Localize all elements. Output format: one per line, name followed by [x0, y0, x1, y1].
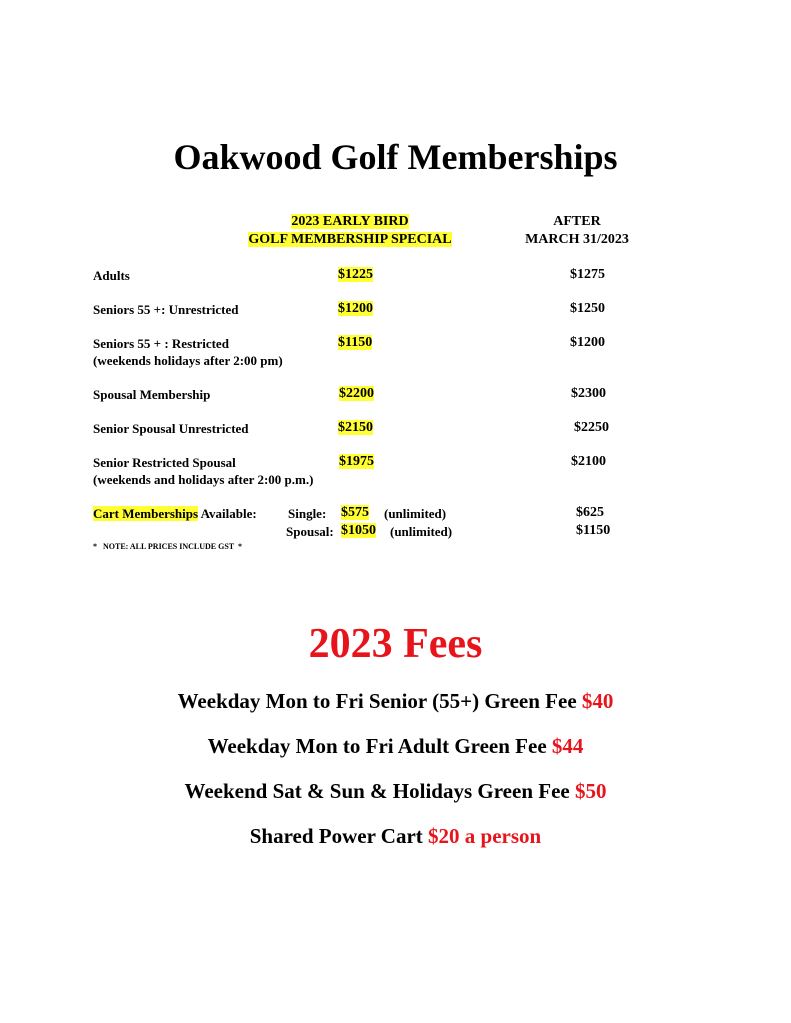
membership-after-senior-spousal-unrestricted: $2250 [574, 420, 609, 435]
cart-spousal-early: $1050 [341, 523, 376, 538]
cart-spousal-label: Spousal: [286, 524, 334, 539]
membership-early-senior-spousal-unrestricted: $2150 [338, 420, 373, 435]
after-header-line1: AFTER [553, 214, 601, 229]
membership-after-seniors-restricted: $1200 [570, 335, 605, 350]
membership-after-seniors-unrestricted: $1250 [570, 301, 605, 316]
membership-label-seniors-unrestricted: Seniors 55 +: Unrestricted [93, 302, 239, 317]
membership-sub-seniors-restricted: (weekends holidays after 2:00 pm) [93, 353, 283, 368]
membership-label-adults: Adults [93, 268, 130, 283]
membership-early-adults: $1225 [338, 267, 373, 282]
early-bird-header-line1: 2023 EARLY BIRD [291, 214, 409, 229]
membership-early-seniors-unrestricted: $1200 [338, 301, 373, 316]
early-bird-header-line2: GOLF MEMBERSHIP SPECIAL [248, 232, 452, 247]
fee-power-cart-price: $20 a person [428, 824, 542, 848]
membership-label-senior-spousal-unrestricted: Senior Spousal Unrestricted [93, 421, 249, 436]
gst-note: * NOTE: ALL PRICES INCLUDE GST * [93, 542, 242, 551]
cart-memberships-highlight: Cart Memberships [93, 506, 199, 521]
membership-label-senior-restricted-spousal: Senior Restricted Spousal [93, 455, 236, 470]
fee-weekend-text: Weekend Sat & Sun & Holidays Green Fee [184, 779, 575, 803]
page-title: Oakwood Golf Memberships [173, 137, 618, 177]
fee-adult-weekday-text: Weekday Mon to Fri Adult Green Fee [207, 734, 552, 758]
fee-senior-weekday [0, 689, 791, 714]
cart-spousal-after: $1150 [576, 523, 611, 538]
membership-early-spousal: $2200 [339, 386, 374, 401]
early-bird-header [235, 213, 465, 249]
fee-power-cart-text: Shared Power Cart [249, 824, 429, 848]
membership-after-senior-restricted-spousal: $2100 [571, 454, 606, 469]
membership-after-adults: $1275 [570, 267, 605, 282]
fee-senior-weekday-price: $40 [581, 689, 614, 713]
after-header [507, 213, 647, 249]
cart-single-after: $625 [576, 505, 604, 520]
cart-spousal-unlimited: (unlimited) [390, 524, 453, 539]
membership-label-spousal: Spousal Membership [93, 387, 211, 402]
fee-weekend [0, 779, 791, 804]
fee-adult-weekday [0, 734, 791, 759]
membership-early-seniors-restricted: $1150 [338, 335, 373, 350]
membership-sub-senior-restricted-spousal: (weekends and holidays after 2:00 p.m.) [93, 472, 314, 487]
fee-senior-weekday-text: Weekday Mon to Fri Senior (55+) Green Fee [177, 689, 582, 713]
fee-power-cart [0, 824, 791, 849]
membership-label-seniors-restricted: Seniors 55 + : Restricted [93, 336, 229, 351]
membership-after-spousal: $2300 [571, 386, 606, 401]
cart-single-unlimited: (unlimited) [384, 506, 447, 521]
cart-single-label: Single: [288, 506, 327, 521]
fee-adult-weekday-price: $44 [551, 734, 584, 758]
cart-single-early: $575 [341, 505, 369, 520]
fees-title: 2023 Fees [308, 621, 483, 667]
fee-weekend-price: $50 [574, 779, 607, 803]
cart-available-label: Available: [198, 506, 257, 521]
cart-memberships-label [93, 505, 257, 522]
after-header-line2: MARCH 31/2023 [525, 232, 629, 247]
membership-early-senior-restricted-spousal: $1975 [339, 454, 374, 469]
